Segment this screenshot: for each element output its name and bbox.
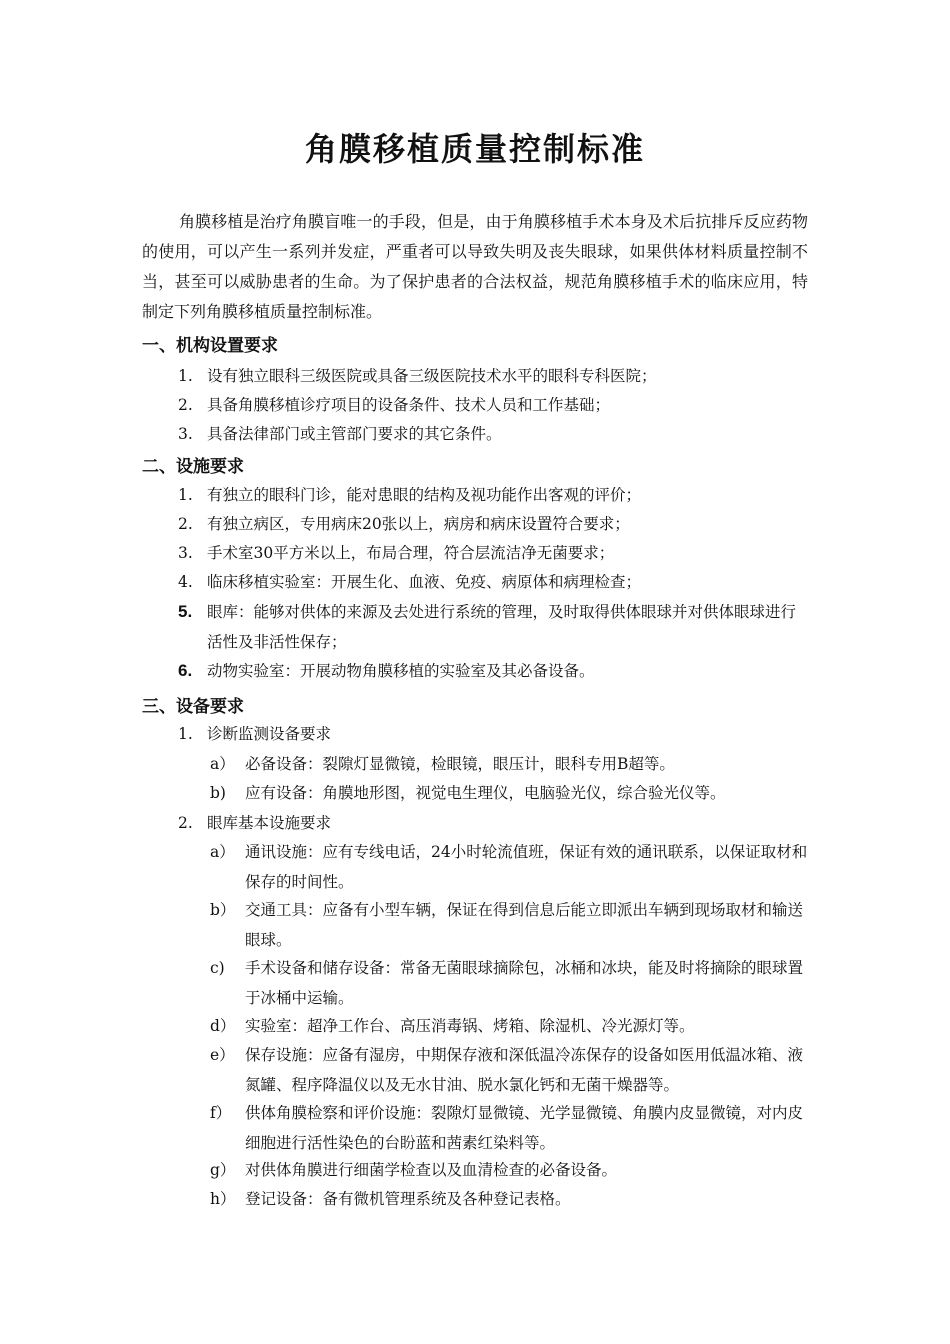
item-text: 具备法律部门或主管部门要求的其它条件。 [207,425,502,443]
item-number: 4. [178,573,193,591]
item-text: 眼库：能够对供体的来源及去处进行系统的管理，及时取得供体眼球并对供体眼球进行活性及非活性保存； [207,603,797,651]
section-heading: 三、设备要求 [142,697,244,717]
sub-list-item [210,1040,808,1100]
sub-item-letter: b) [210,784,226,802]
list-item [178,538,808,568]
item-number: 3. [178,544,193,562]
sub-item-letter: a） [210,755,235,773]
sub-item-letter: e） [210,1046,235,1064]
sub-item-letter: g） [210,1161,236,1179]
item-number: 2. [178,814,193,832]
sub-item-text: 交通工具：应备有小型车辆，保证在得到信息后能立即派出车辆到现场取材和输送眼球。 [245,901,804,949]
sub-item-letter: a） [210,843,235,861]
sub-item-letter: h） [210,1190,236,1208]
item-text: 设有独立眼科三级医院或具备三级医院技术水平的眼科专科医院； [207,367,657,385]
document-title: 角膜移植质量控制标准 [304,130,645,168]
sub-item-text: 通讯设施：应有专线电话，24小时轮流值班，保证有效的通讯联系，以保证取材和保存的时间性。 [245,843,808,891]
list-item [178,390,808,420]
sub-item-letter: d） [210,1017,236,1035]
item-text: 临床移植实验室：开展生化、血液、免疫、病原体和病理检查； [207,573,642,591]
intro-paragraph: 角膜移植是治疗角膜盲唯一的手段，但是，由于角膜移植手术本身及术后抗排斥反应药物的使用，可以产生一系列并发症，严重者可以导致失明及丧失眼球，如果供体材料质量控制不当，甚至可以威胁患者的生命。为了保护患者的合法权益，规范角膜移植手术的临床应用，特制定下列角膜移植质量控制标准。 [142,212,808,321]
sub-list-item [210,953,808,1013]
sub-item-letter: b） [210,901,236,919]
sub-list-item [210,749,808,779]
list-item [178,719,808,749]
list-item [178,480,808,510]
sub-item-text: 对供体角膜进行细菌学检查以及血清检查的必备设备。 [245,1161,618,1179]
item-text: 具备角膜移植诊疗项目的设备条件、技术人员和工作基础； [207,396,611,414]
item-text: 诊断监测设备要求 [207,725,332,743]
item-number: 5. [178,602,193,621]
section-heading: 一、机构设置要求 [142,336,278,356]
list-item [178,808,808,838]
list-item [178,361,808,391]
list-item [178,597,808,657]
list-item [178,567,808,597]
item-text: 动物实验室：开展动物角膜移植的实验室及其必备设备。 [207,662,595,680]
item-text: 手术室30平方米以上，布局合理，符合层流洁净无菌要求； [207,544,615,562]
item-number: 1. [178,367,193,385]
list-item [178,656,808,686]
sub-item-letter: c) [210,959,225,977]
sub-list-item [210,1155,808,1185]
item-text: 有独立病区，专用病床20张以上，病房和病床设置符合要求； [207,515,630,533]
item-number: 1. [178,486,193,504]
item-number: 1. [178,725,193,743]
list-item [178,509,808,539]
sub-list-item [210,1011,808,1041]
item-text: 眼库基本设施要求 [207,814,332,832]
sub-list-item [210,895,808,955]
list-item [178,419,808,449]
sub-item-letter: f） [210,1104,232,1122]
sub-list-item [210,837,808,897]
sub-list-item [210,1098,808,1158]
item-number: 2. [178,396,193,414]
section-heading: 二、设施要求 [142,457,244,477]
sub-item-text: 实验室：超净工作台、高压消毒锅、烤箱、除湿机、冷光源灯等。 [245,1017,695,1035]
sub-list-item [210,1184,808,1214]
item-number: 2. [178,515,193,533]
sub-item-text: 必备设备：裂隙灯显微镜，检眼镜，眼压计，眼科专用B超等。 [245,755,675,773]
item-number: 3. [178,425,193,443]
item-number: 6. [178,661,193,680]
sub-item-text: 手术设备和储存设备：常备无菌眼球摘除包，冰桶和冰块，能及时将摘除的眼球置于冰桶中运输。 [245,959,804,1007]
sub-item-text: 登记设备：备有微机管理系统及各种登记表格。 [245,1190,571,1208]
item-text: 有独立的眼科门诊，能对患眼的结构及视功能作出客观的评价； [207,486,642,504]
sub-item-text: 保存设施：应备有湿房，中期保存液和深低温冷冻保存的设备如医用低温冰箱、液氮罐、程序降温仪以及无水甘油、脱水氯化钙和无菌干燥器等。 [245,1046,804,1094]
sub-item-text: 应有设备：角膜地形图，视觉电生理仪，电脑验光仪，综合验光仪等。 [245,784,726,802]
sub-item-text: 供体角膜检察和评价设施：裂隙灯显微镜、光学显微镜、角膜内皮显微镜，对内皮细胞进行活性染色的台盼蓝和茜素红染料等。 [245,1104,804,1152]
sub-list-item [210,778,808,808]
